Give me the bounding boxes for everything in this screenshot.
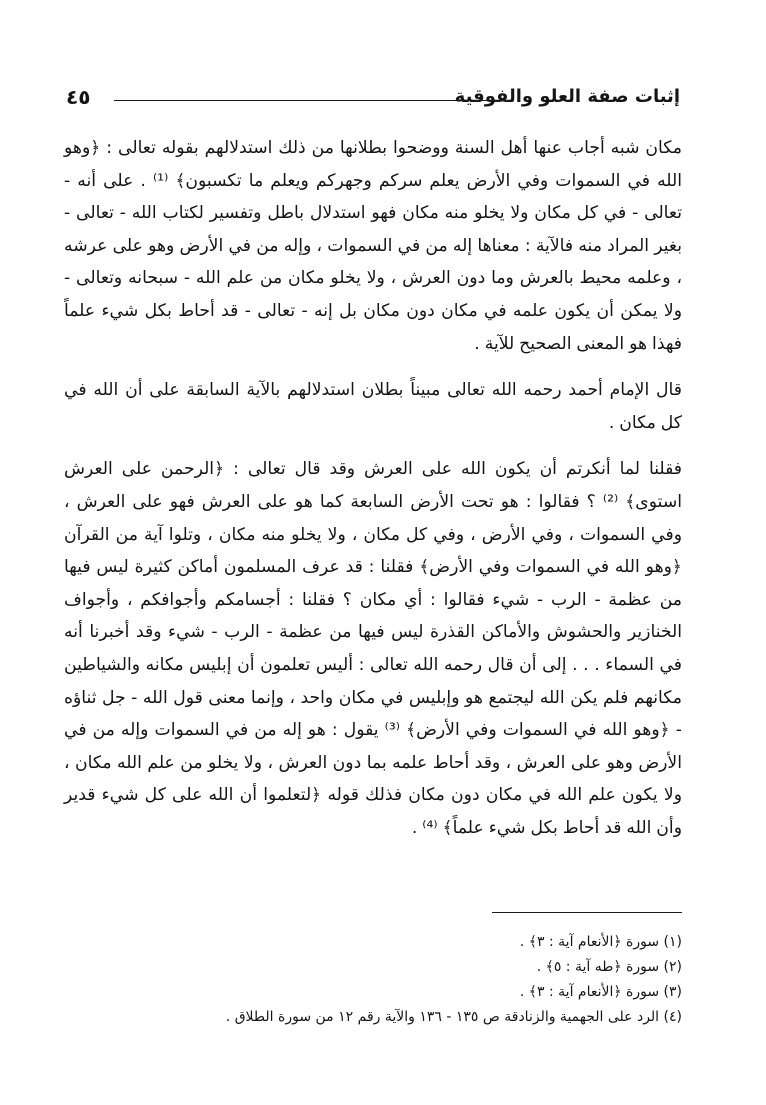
footnote-rule	[492, 912, 682, 913]
footnote-4: (٤) الرد على الجهمية والزنادقة ص ١٣٥ - ١٣٦ والآية رقم ١٢ من سورة الطلاق .	[225, 1009, 682, 1025]
main-text	[64, 132, 682, 844]
page-number: ٤٥	[66, 85, 91, 109]
paragraph-2: قال الإمام أحمد رحمه الله تعالى مبيناً بطلان استدلالهم بالآية السابقة على أن الله في كل مكان .	[64, 380, 682, 433]
footnotes	[64, 930, 682, 1030]
footnote-2: (٢) سورة ﴿طه آية : ٥﴾ .	[536, 959, 682, 975]
running-title: إثبات صفة العلو والفوقية	[454, 86, 680, 107]
footnote-3: (٣) سورة ﴿الأنعام آية : ٣﴾ .	[519, 984, 682, 1000]
running-header	[66, 86, 680, 110]
footnote-1: (١) سورة ﴿الأنعام آية : ٣﴾ .	[519, 934, 682, 950]
paragraph-1: مكان شبه أجاب عنها أهل السنة ووضحوا بطلانها من ذلك استدلالهم بقوله تعالى : ﴿وهو الله في السموات وفي الأرض يعلم سركم وجهركم ويعلم ما تكسبون﴾ ⁽¹⁾ . على أنه - تعالى - في كل مكان ولا يخلو منه مكان فهو استدلال باطل وتفسير لكتاب الله - تعالى - بغير المراد منه فالآية : معناها إله من في السموات ، وإله من في الأرض وهو على عرشه ، وعلمه محيط بالعرش وما دون العرش ، ولا يخلو مكان من علم الله - سبحانه وتعالى - ولا يمكن أن يكون علمه في مكان دون مكان بل إنه - تعالى - قد أحاط بكل شيء علماً فهذا هو المعنى الصحيح للآية .	[64, 138, 682, 354]
paragraph-3: فقلنا لما أنكرتم أن يكون الله على العرش وقد قال تعالى : ﴿الرحمن على العرش استوى﴾ ⁽²⁾ ؟ فقالوا : هو تحت الأرض السابعة كما هو على العرش فهو على العرش ، وفي السموات ، وفي الأرض ، وفي كل مكان ، ولا يخلو منه مكان ، وتلوا آية من القرآن ﴿وهو الله في السموات وفي الأرض﴾ فقلنا : قد عرف المسلمون أماكن كثيرة ليس فيها من عظمة - الرب - شيء فقالوا : أي مكان ؟ فقلنا : أجسامكم وأجوافكم ، وأجواف الخنازير والحشوش والأماكن القذرة ليس فيها من عظمة - الرب - شيء وقد أخبرنا أنه في السماء . . . إلى أن قال رحمه الله تعالى : أليس تعلمون أن إبليس مكانه والشياطين مكانهم فلم يكن الله ليجتمع هو وإبليس في مكان واحد ، وإنما معنى قول الله - جل ثناؤه - ﴿وهو الله في السموات وفي الأرض﴾ ⁽³⁾ يقول : هو إله من في السموات وإله من في الأرض وهو على العرش ، وقد أحاط علمه بما دون العرش ، ولا يخلو من علم الله مكان ، ولا يكون علم الله في مكان دون مكان فذلك قوله ﴿لتعلموا أن الله على كل شيء قدير وأن الله قد أحاط بكل شيء علماً﴾ ⁽⁴⁾ .	[64, 459, 683, 838]
header-rule	[114, 100, 510, 101]
